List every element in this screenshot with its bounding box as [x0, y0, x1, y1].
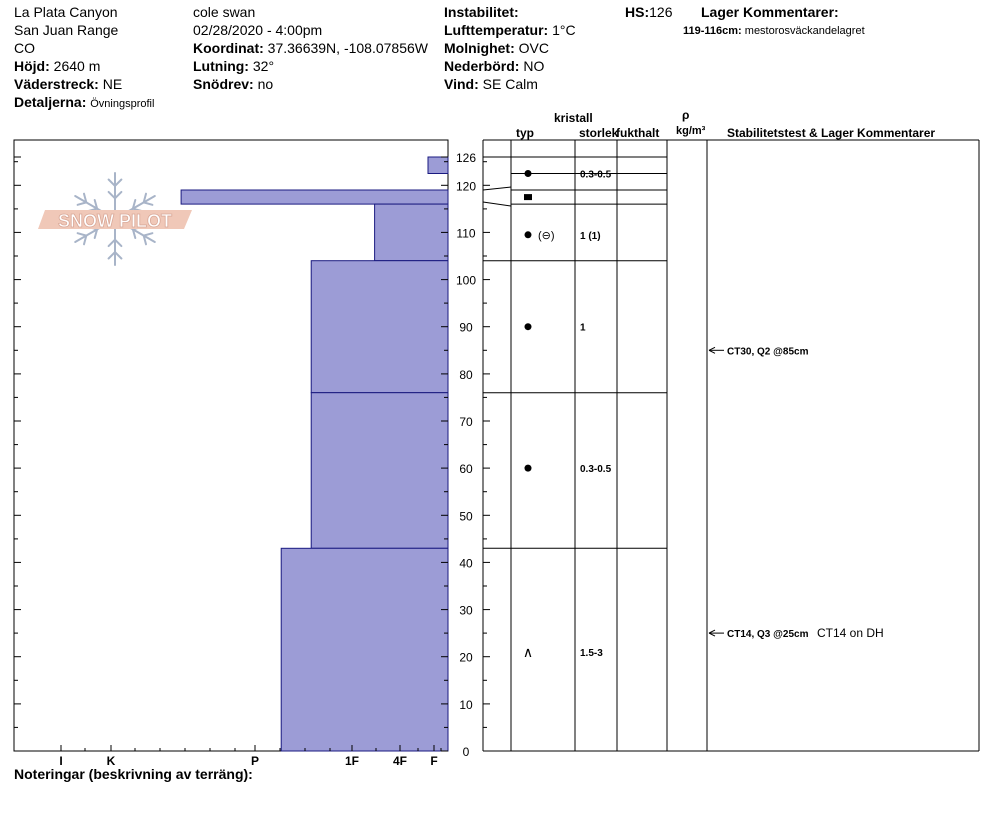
hardness-tick-label: K — [106, 754, 116, 768]
air-temperature-label: Lufttemperatur: — [444, 22, 549, 38]
grain-size-label: 1 (1) — [580, 230, 601, 242]
hardness-bar-4 — [311, 261, 448, 393]
snowflake-branch — [78, 202, 87, 204]
height-tick-label: 50 — [459, 509, 473, 524]
density-unit: kg/m³ — [676, 125, 706, 137]
test-result-label: CT14, Q3 @25cm — [727, 629, 809, 641]
hardness-bar-3 — [375, 204, 448, 261]
grain-secondary-label: (⊖) — [538, 229, 555, 242]
hardness-bar-2 — [181, 190, 448, 204]
hardness-tick-label: 1F — [344, 754, 360, 768]
grain-size-label: 0.3-0.5 — [580, 464, 612, 476]
height-tick-label: 10 — [459, 697, 473, 712]
grain-size-label: 1 — [580, 322, 586, 334]
precipitation-value: NO — [523, 58, 545, 74]
height-tick-label: 0 — [462, 745, 470, 759]
height-tick-label: 100 — [455, 273, 477, 288]
test-comment-label: CT14 on DH — [817, 626, 884, 641]
aspect-label: Väderstreck: — [14, 76, 99, 92]
sky-cover-value: OVC — [518, 40, 549, 56]
range-name: San Juan Range — [14, 22, 119, 38]
height-tick-label: 40 — [459, 556, 473, 571]
snowpilot-logo — [38, 173, 192, 265]
density-symbol: ρ — [682, 108, 690, 122]
state-name: CO — [14, 40, 35, 56]
hardness-tick-label: I — [59, 754, 63, 768]
details-value: Övningsprofil — [90, 98, 155, 110]
height-tick-label: 20 — [459, 650, 473, 665]
hardness-bars — [181, 157, 448, 751]
location-name: La Plata Canyon — [14, 4, 118, 20]
layer-connector — [483, 187, 511, 190]
stability-tests — [709, 346, 884, 640]
snow-height-label: HS: — [625, 4, 650, 20]
wind-drift-label: Snödrev: — [193, 76, 254, 92]
instability-label: Instabilitet: — [444, 4, 519, 20]
height-tick-label: 90 — [459, 320, 473, 335]
hardness-bar-6 — [281, 548, 448, 751]
layer-comment-text: mestorosväckandelagret — [744, 25, 865, 37]
snowflake-branch — [144, 202, 153, 204]
hardness-tick-label: P — [250, 754, 260, 768]
size-header: storlek — [579, 126, 619, 140]
observation-datetime: 02/28/2020 - 4:00pm — [193, 22, 323, 38]
wind-value: SE Calm — [482, 76, 538, 92]
grain-depth-hoar-icon: ∧ — [522, 644, 534, 660]
sky-cover-label: Molnighet: — [444, 40, 515, 56]
snowflake-branch — [78, 233, 87, 235]
height-tick-label: 60 — [459, 462, 473, 477]
test-result-label: CT30, Q2 @85cm — [727, 346, 809, 358]
hardness-bar-1 — [428, 157, 448, 174]
air-temperature-value: 1°C — [552, 22, 576, 38]
height-tick-label: 80 — [459, 367, 473, 382]
observer-name: cole swan — [193, 4, 256, 20]
coordinates-value: 37.36639N, -108.07856W — [267, 40, 428, 56]
precipitation-label: Nederbörd: — [444, 58, 520, 74]
hardness-tick-label: 4F — [392, 754, 408, 768]
stability-header: Stabilitetstest & Lager Kommentarer — [727, 126, 936, 140]
grain-rounded-icon — [525, 323, 532, 330]
wind-label: Vind: — [444, 76, 479, 92]
grain-size-label: 0.3-0.5 — [580, 169, 612, 181]
height-tick-label: 30 — [459, 603, 473, 618]
slope-label: Lutning: — [193, 58, 249, 74]
layer-comment-range: 119-116cm: — [683, 25, 742, 37]
aspect-value: NE — [102, 76, 123, 92]
snowflake-branch — [144, 233, 153, 235]
elevation-value: 2640 m — [53, 58, 101, 74]
height-tick-label: 126 — [455, 151, 477, 165]
logo-text: SNOW PILOT — [58, 211, 172, 231]
height-tick-label: 110 — [456, 226, 476, 241]
wind-drift-value: no — [257, 76, 274, 92]
moisture-header: fukthalt — [616, 126, 660, 140]
hardness-tick-label: F — [430, 754, 438, 768]
notes-label: Noteringar (beskrivning av terräng): — [14, 766, 253, 782]
hardness-bar-5 — [311, 393, 448, 549]
slope-value: 32° — [252, 58, 275, 74]
layer-connector — [483, 202, 511, 206]
type-header: typ — [516, 126, 534, 140]
grain-rounded-icon — [525, 231, 532, 238]
crystal-header: kristall — [554, 111, 593, 125]
snow-height-value: 126 — [649, 4, 673, 20]
details-label: Detaljerna: — [14, 94, 87, 110]
elevation-label: Höjd: — [14, 58, 50, 74]
logo-banner — [38, 210, 192, 231]
height-tick-label: 70 — [459, 415, 473, 429]
grain-faceted-icon — [524, 194, 532, 200]
height-tick-label: 120 — [455, 179, 477, 194]
layer-table — [483, 140, 979, 751]
grain-rounded-icon — [525, 170, 532, 177]
coordinates-label: Koordinat: — [193, 40, 264, 56]
grain-rounded-icon — [525, 465, 532, 472]
grain-size-label: 1.5-3 — [580, 648, 603, 659]
layer-comments-label: Lager Kommentarer: — [701, 4, 839, 20]
